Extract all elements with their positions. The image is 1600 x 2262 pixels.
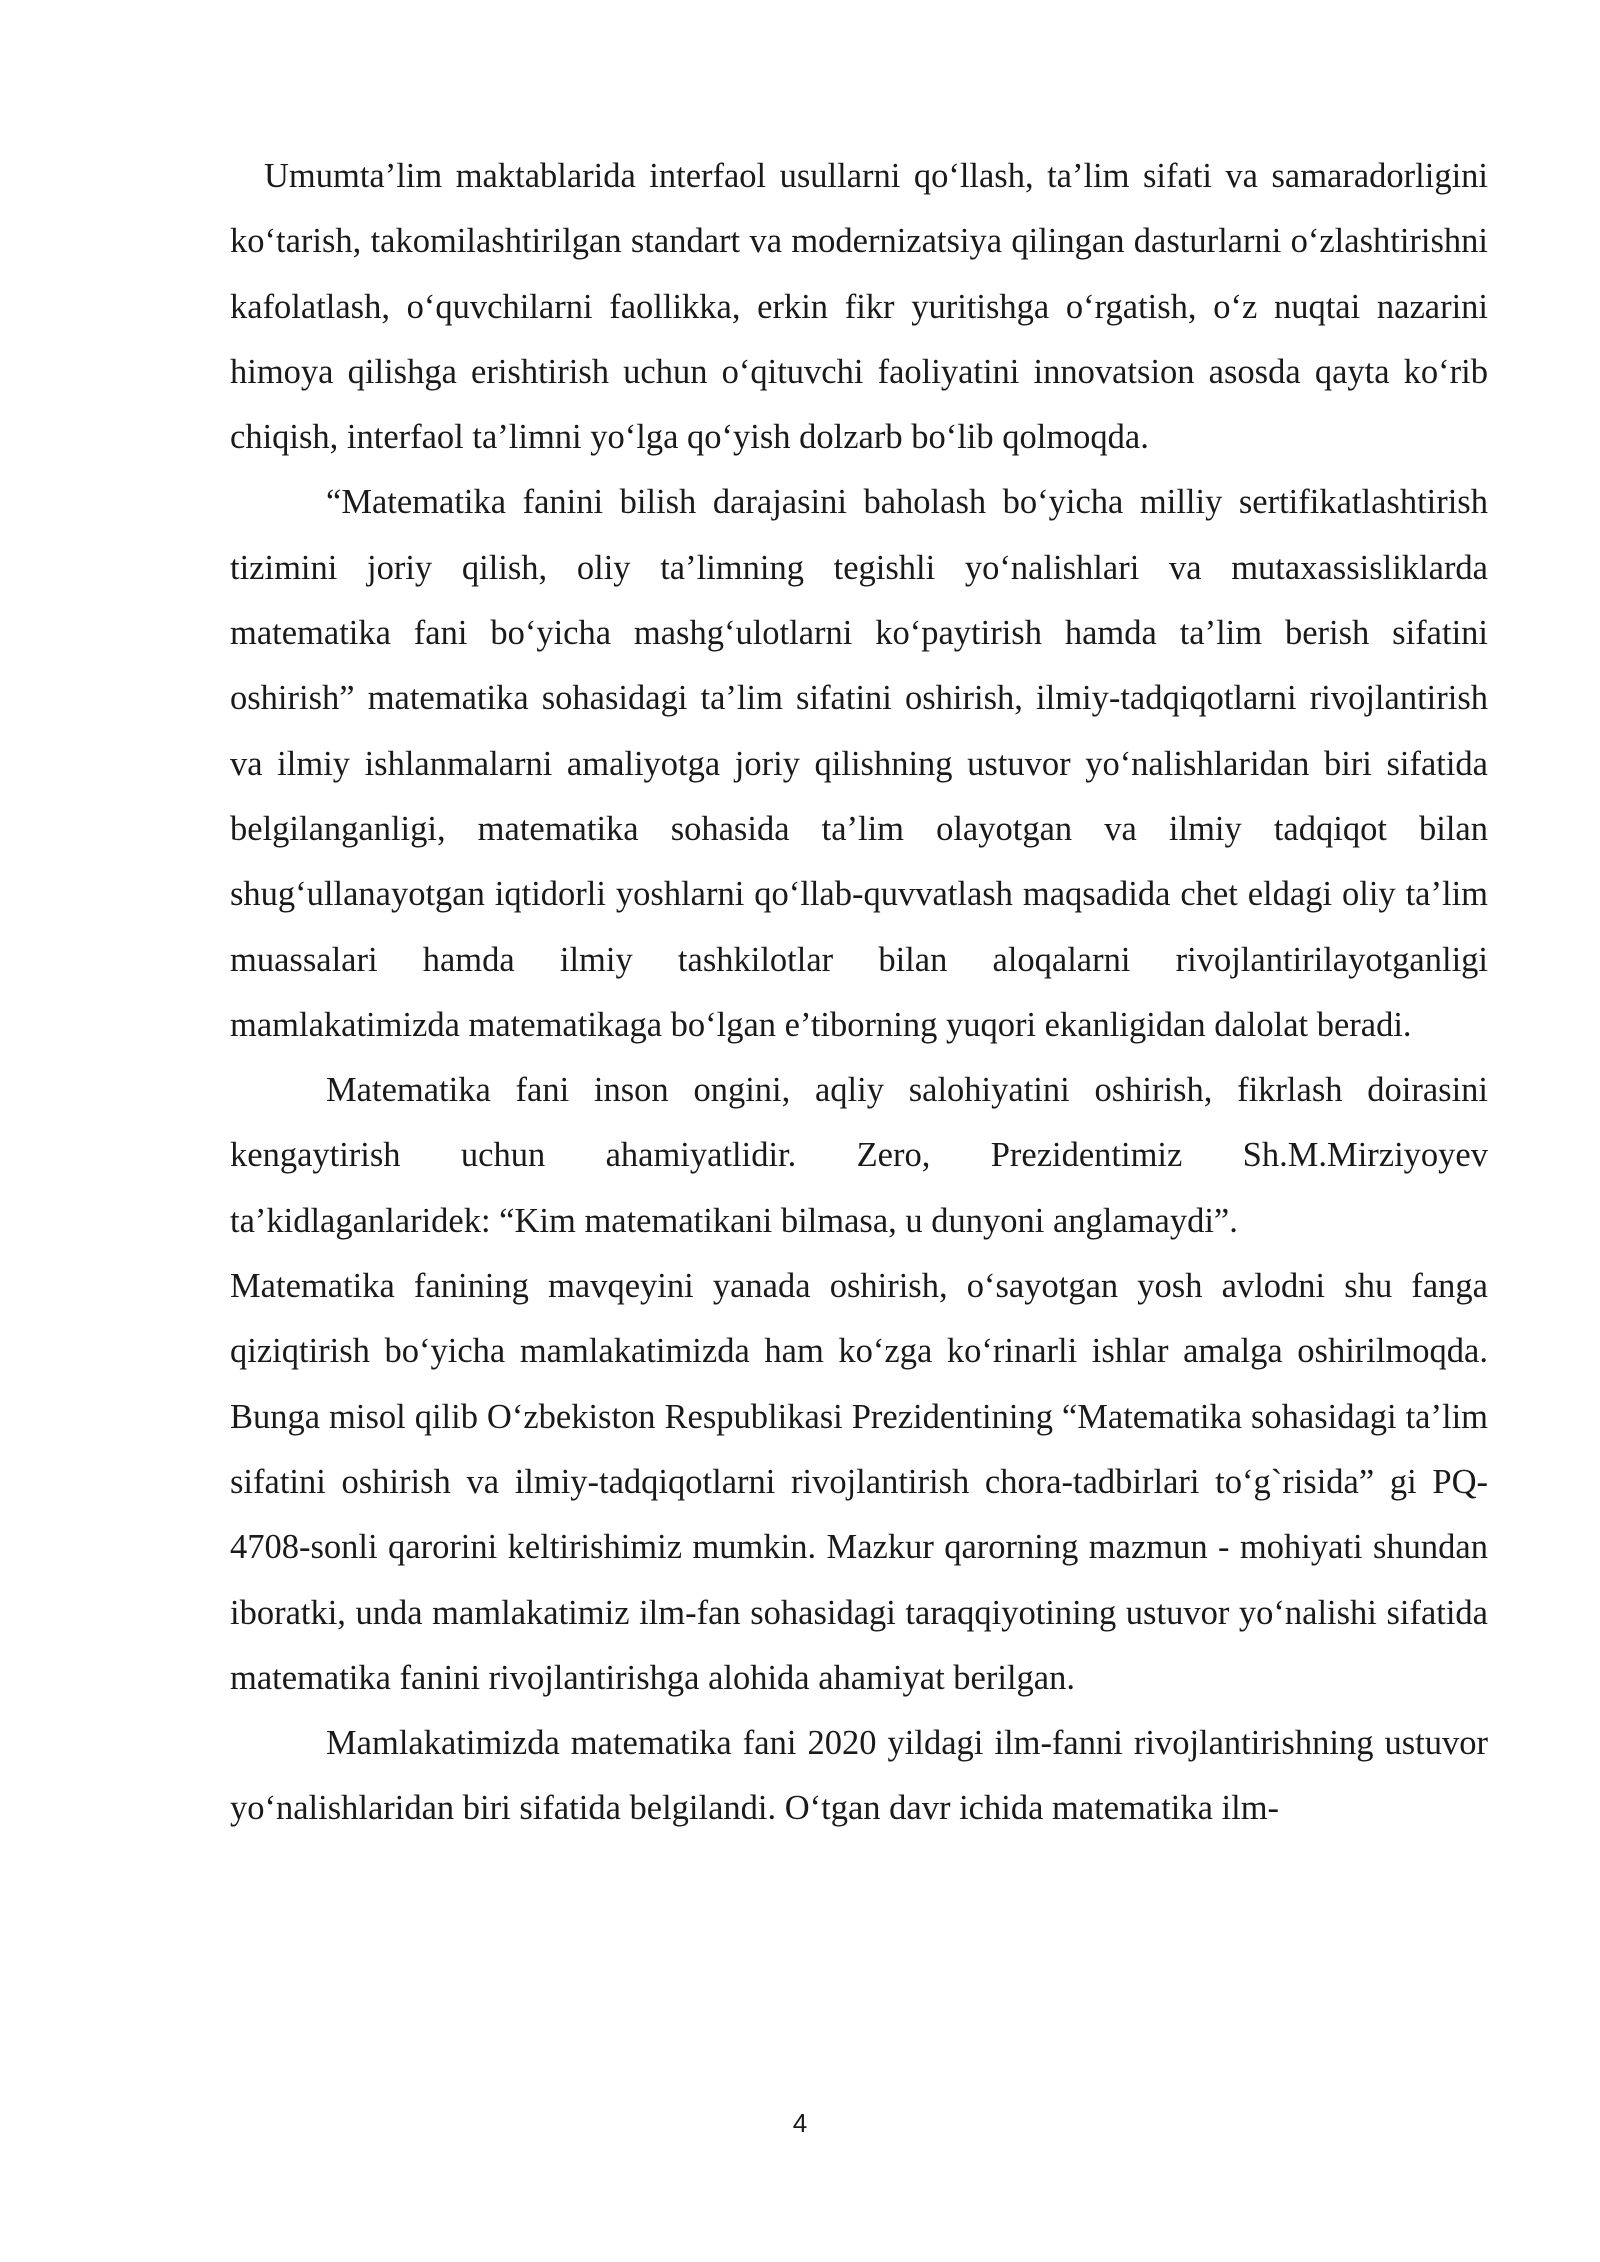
paragraph-3: Matematika fani inson ongini, aqliy salohiyatini oshirish, fikrlash doirasini kengaytirish uchun ahamiyatlidir. Zero, Prezidentimiz Sh.M.Mirziyoyev ta’kidlaganlaridek: “Kim matematikani bilmasa, u dunyoni anglamaydi”. [230,1071,1488,1240]
body-text [230,144,1488,1842]
paragraph-1: Umumta’lim maktablarida interfaol usullarni qo‘llash, ta’lim sifati va samaradorligini ko‘tarish, takomilashtirilgan standart va modernizatsiya qilingan dasturlarni o‘zlashtirishni kafolatlash, o‘quvchilarni faollikka, erkin fikr yuritishga o‘rgatish, o‘z nuqtai nazarini himoya qilishga erishtirish uchun o‘qituvchi faoliyatini innovatsion asosda qayta ko‘rib chiqish, interfaol ta’limni yo‘lga qo‘yish dolzarb bo‘lib qolmoqda. [230,157,1488,457]
page-number: 4 [792,2108,808,2138]
paragraph-5: Mamlakatimizda matematika fani 2020 yildagi ilm-fanni rivojlantirishning ustuvor yo‘nalishlaridan biri sifatida belgilandi. O‘tgan davr ichida matematika ilm- [230,1724,1488,1828]
paragraph-4: Matematika fanining mavqeyini yanada oshirish, o‘sayotgan yosh avlodni shu fanga qiziqtirish bo‘yicha mamlakatimizda ham ko‘zga ko‘rinarli ishlar amalga oshirilmoqda. Bunga misol qilib O‘zbekiston Respublikasi Prezidentining “Matematika sohasidagi ta’lim sifatini oshirish va ilmiy-tadqiqotlarni rivojlantirish chora-tadbirlari to‘g`risida” gi PQ-4708-sonli qarorini keltirishimiz mumkin. Mazkur qarorning mazmun - mohiyati shundan iboratki, unda mamlakatimiz ilm-fan sohasidagi taraqqiyotining ustuvor yo‘nalishi sifatida matematika fanini rivojlantirishga alohida ahamiyat berilgan. [230,1267,1488,1697]
paragraph-2: “Matematika fanini bilish darajasini baholash bo‘yicha milliy sertifikatlashtirish tizimini joriy qilish, oliy ta’limning tegishli yo‘nalishlari va mutaxassisliklarda matematika fani bo‘yicha mashg‘ulotlarni ko‘paytirish hamda ta’lim berish sifatini oshirish” matematika sohasidagi ta’lim sifatini oshirish, ilmiy-tadqiqotlarni rivojlantirish va ilmiy ishlanmalarni amaliyotga joriy qilishning ustuvor yo‘nalishlaridan biri sifatida belgilanganligi, matematika sohasida ta’lim olayotgan va ilmiy tadqiqot bilan shug‘ullanayotgan iqtidorli yoshlarni qo‘llab-quvvatlash maqsadida chet eldagi oliy ta’lim muassalari hamda ilmiy tashkilotlar bilan aloqalarni rivojlantirilayotganligi mamlakatimizda matematikaga bo‘lgan e’tiborning yuqori ekanligidan dalolat beradi. [230,483,1488,1044]
